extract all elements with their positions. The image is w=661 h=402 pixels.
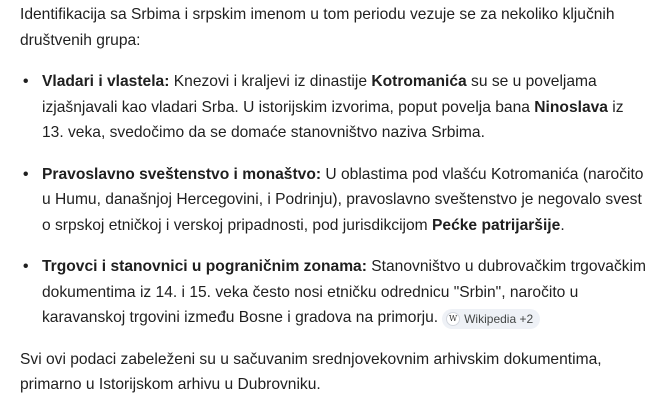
outro-paragraph: Svi ovi podaci zabeleženi su u sačuvanim srednjovekovnim arhivskim dokumentima, primarno u Istorijskom arhivu u Dubrovniku. (20, 350, 602, 393)
item-title: Trgovci i stanovnici u pograničnim zonama: (42, 258, 367, 275)
citation-label: Wikipedia +2 (464, 312, 534, 326)
list-item-traders (20, 254, 647, 331)
bullet: • (23, 165, 29, 183)
wikipedia-icon: W (446, 312, 460, 326)
item-text: Stanovništvo u dubrovačkim trgovačkim dokumentima iz 14. i 15. veka često nosi etničku odrednicu "Srbin", naročito u karavanskoj trgovini između Bosne i gradova na primorju. (42, 258, 647, 326)
item-text: . (560, 216, 565, 234)
list-item-rulers (20, 69, 647, 146)
item-text: Knezovi i kraljevi iz dinastije (169, 73, 372, 90)
item-title: Pravoslavno sveštenstvo i monaštvo: (42, 165, 322, 183)
intro-paragraph: Identifikacija sa Srbima i srpskim imenom u tom periodu vezuje se za nekoliko ključnih društvenih grupa: (20, 6, 615, 49)
item-bold-term: Pećke patrijaršije (432, 216, 561, 234)
item-bold-term: Ninoslava (534, 98, 608, 116)
item-text: U oblastima pod vlašću Kotromanića (naročito u Humu, današnjoj Hercegovini, i Podrinju), pravoslavno sveštenstvo je negovalo svest o srpskoj etničkoj i verskoj pripadnosti, pod jurisdikcijom (42, 165, 644, 234)
citation-chip[interactable] (442, 309, 540, 329)
list-item-clergy (20, 162, 647, 239)
bullet: • (23, 258, 29, 275)
group-list (20, 69, 647, 331)
bullet: • (23, 73, 29, 90)
item-bold-term: Kotromanića (371, 73, 467, 90)
item-text: su se u poveljama izjašnjavali kao vladari Srba. U istorijskim izvorima, poput povelja bana (42, 73, 597, 116)
item-title: Vladari i vlastela: (42, 73, 170, 90)
item-text: iz 13. veka, svedočimo da se domaće stanovništvo naziva Srbima. (42, 98, 624, 141)
